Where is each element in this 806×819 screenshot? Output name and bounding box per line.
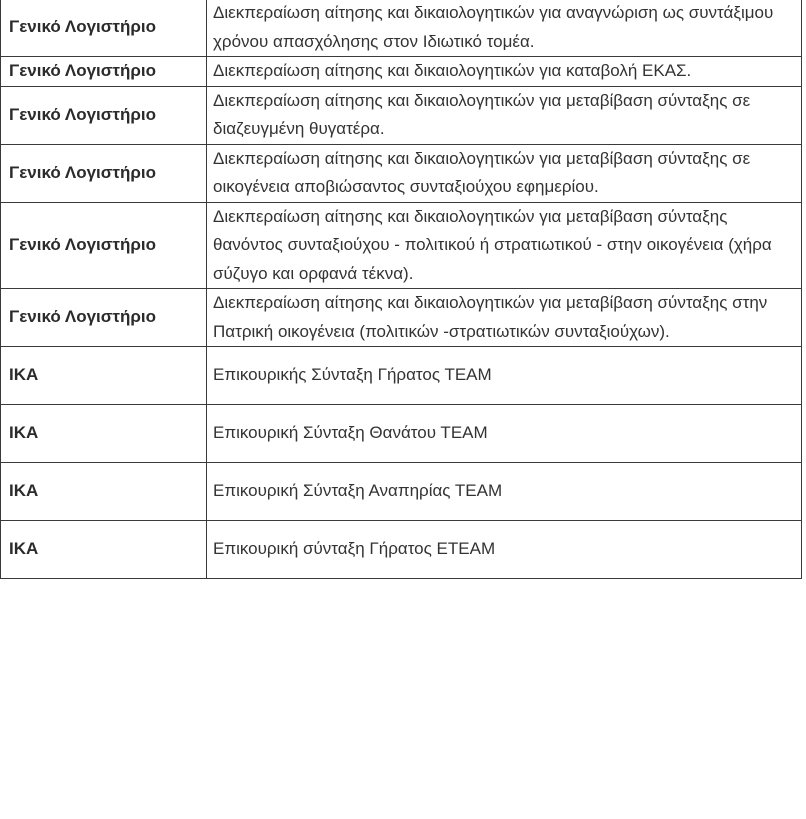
description-cell: Διεκπεραίωση αίτησης και δικαιολογητικών για μεταβίβαση σύνταξης σε οικογένεια αποβιώσαντος συνταξιούχου εφημερίου. xyxy=(207,144,802,202)
table-row xyxy=(1,202,802,289)
organization-cell: Γενικό Λογιστήριο xyxy=(1,0,207,57)
organization-cell: Γενικό Λογιστήριο xyxy=(1,57,207,87)
description-cell: Διεκπεραίωση αίτησης και δικαιολογητικών για μεταβίβαση σύνταξης στην Πατρική οικογένεια (πολιτικών -στρατιωτικών συνταξιούχων). xyxy=(207,289,802,347)
table-row xyxy=(1,86,802,144)
description-cell: Διεκπεραίωση αίτησης και δικαιολογητικών για καταβολή ΕΚΑΣ. xyxy=(207,57,802,87)
table-row xyxy=(1,289,802,347)
organization-cell: ΙΚΑ xyxy=(1,347,207,405)
table-row xyxy=(1,463,802,521)
table-row xyxy=(1,0,802,57)
table-row xyxy=(1,144,802,202)
table-row xyxy=(1,405,802,463)
table-row xyxy=(1,347,802,405)
description-cell: Διεκπεραίωση αίτησης και δικαιολογητικών για μεταβίβαση σύνταξης σε διαζευγμένη θυγατέρα. xyxy=(207,86,802,144)
description-cell: Διεκπεραίωση αίτησης και δικαιολογητικών για μεταβίβαση σύνταξης θανόντος συνταξιούχου - πολιτικού ή στρατιωτικού - στην οικογένεια (χήρα σύζυγο και ορφανά τέκνα). xyxy=(207,202,802,289)
organization-cell: Γενικό Λογιστήριο xyxy=(1,144,207,202)
organization-cell: ΙΚΑ xyxy=(1,521,207,579)
description-cell: Διεκπεραίωση αίτησης και δικαιολογητικών για αναγνώριση ως συντάξιμου χρόνου απασχόλησης στον Ιδιωτικό τομέα. xyxy=(207,0,802,57)
organization-cell: Γενικό Λογιστήριο xyxy=(1,86,207,144)
organization-cell: Γενικό Λογιστήριο xyxy=(1,202,207,289)
organization-cell: ΙΚΑ xyxy=(1,405,207,463)
description-cell: Επικουρική σύνταξη Γήρατος ΕΤΕΑΜ xyxy=(207,521,802,579)
table-row xyxy=(1,57,802,87)
description-cell: Επικουρική Σύνταξη Θανάτου ΤΕΑΜ xyxy=(207,405,802,463)
description-cell: Επικουρικής Σύνταξη Γήρατος ΤΕΑΜ xyxy=(207,347,802,405)
organization-cell: ΙΚΑ xyxy=(1,463,207,521)
organization-cell: Γενικό Λογιστήριο xyxy=(1,289,207,347)
table-row xyxy=(1,521,802,579)
description-cell: Επικουρική Σύνταξη Αναπηρίας ΤΕΑΜ xyxy=(207,463,802,521)
